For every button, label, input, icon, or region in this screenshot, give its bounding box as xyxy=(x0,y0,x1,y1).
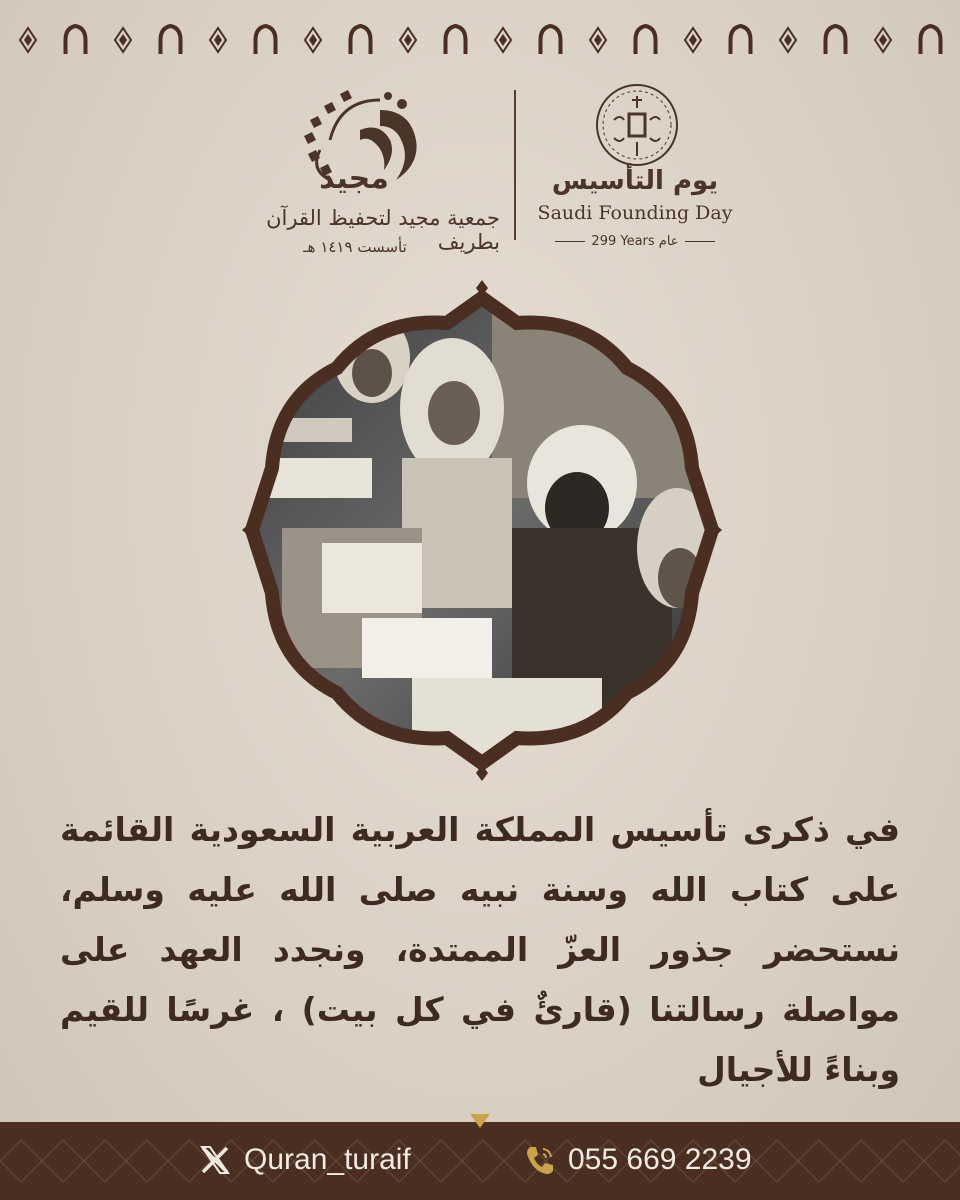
ornament-arch xyxy=(66,26,86,54)
founding-day-english-title: Saudi Founding Day xyxy=(537,202,733,224)
footer-pattern-diamond xyxy=(924,1140,960,1182)
ornament-diamond-inner xyxy=(499,34,507,46)
phone-number[interactable]: 055 669 2239 xyxy=(568,1143,752,1176)
header-logos xyxy=(0,80,960,270)
ornament-arch xyxy=(541,26,561,54)
footer-pattern-diamond xyxy=(840,1140,882,1182)
logo-divider xyxy=(514,90,516,240)
founding-day-arabic-title: يوم التأسيس xyxy=(551,166,719,196)
footer-pattern-diamond xyxy=(126,1140,168,1182)
ornament-diamond-inner xyxy=(784,34,792,46)
ornament-diamond-inner xyxy=(879,34,887,46)
historic-photo-frame xyxy=(232,278,732,783)
ornament-diamond-inner xyxy=(689,34,697,46)
top-ornament-border xyxy=(0,18,960,62)
ornament-diamond-inner xyxy=(24,34,32,46)
ornament-arch xyxy=(921,26,941,54)
footer-notch-icon xyxy=(470,1114,490,1134)
social-contact[interactable] xyxy=(198,1140,411,1180)
majeed-calligraphy-logo-icon xyxy=(290,80,430,200)
ornament-arch xyxy=(636,26,656,54)
ornament-arch xyxy=(256,26,276,54)
ornament-diamond-inner xyxy=(594,34,602,46)
phone-icon xyxy=(522,1143,556,1177)
ornament-diamond-inner xyxy=(214,34,222,46)
ornament-diamond-inner xyxy=(404,34,412,46)
ornament-arch xyxy=(446,26,466,54)
footer-pattern-diamond xyxy=(882,1140,924,1182)
ornament-arch xyxy=(161,26,181,54)
ornament-diamond-inner xyxy=(309,34,317,46)
majeed-founded-date: تأسست ١٤١٩ هـ xyxy=(303,238,407,256)
founding-day-message: في ذكرى تأسيس المملكة العربية السعودية القائمة على كتاب الله وسنة نبيه صلى الله عليه وسلم، نستحضر جذور العزّ الممتدة، ونجدد العهد على مواصلة رسالتنا (قارئٌ في كل بيت) ، غرسًا للقيم وبناءً للأجيال xyxy=(60,810,900,1089)
footer-pattern-diamond xyxy=(0,1140,42,1182)
phone-contact[interactable] xyxy=(522,1140,752,1180)
majeed-association-logo xyxy=(210,80,500,270)
footer-pattern-diamond xyxy=(462,1140,504,1182)
ornament-arch xyxy=(731,26,751,54)
saudi-founding-day-logo xyxy=(530,80,740,270)
x-logo-icon xyxy=(198,1143,232,1177)
footer-pattern-diamond xyxy=(756,1140,798,1182)
ornament-arch xyxy=(351,26,371,54)
footer-pattern-diamond xyxy=(42,1140,84,1182)
majeed-association-name: جمعية مجيد لتحفيظ القرآن بطريف xyxy=(266,206,500,254)
majeed-mark-text: مجيد xyxy=(319,161,389,196)
founding-day-seal-icon xyxy=(592,80,682,170)
footer-pattern-diamond xyxy=(420,1140,462,1182)
footer-pattern-diamond xyxy=(84,1140,126,1182)
ornament-arch xyxy=(826,26,846,54)
ornament-diamond-inner xyxy=(119,34,127,46)
footer-pattern-diamond xyxy=(798,1140,840,1182)
founding-day-years: 299 Years عام xyxy=(530,234,740,249)
social-handle[interactable]: Quran_turaif xyxy=(244,1143,411,1176)
